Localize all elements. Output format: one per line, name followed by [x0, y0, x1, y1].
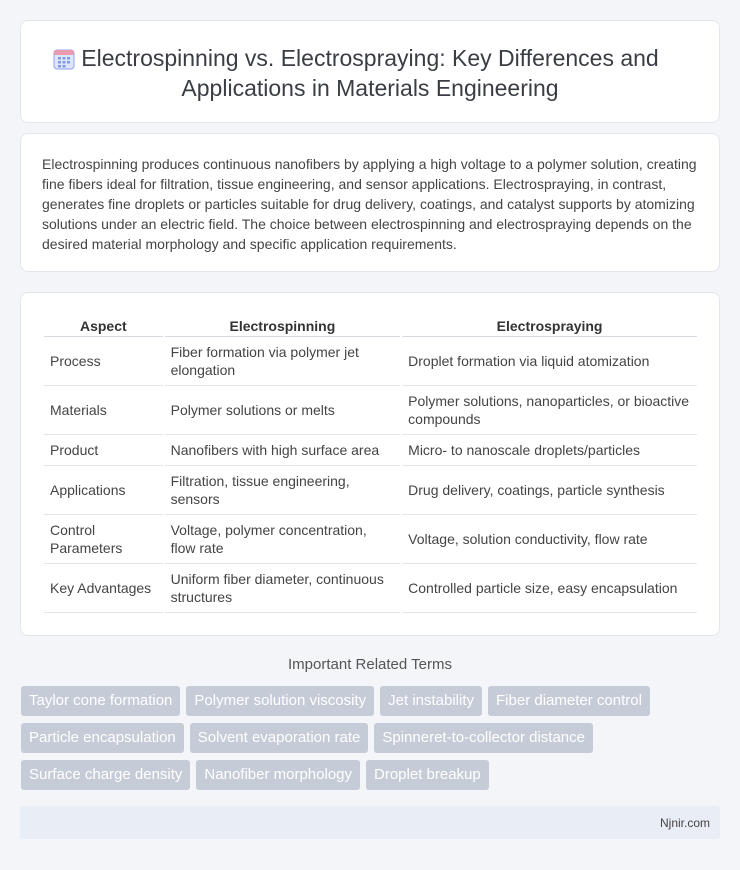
table-header-row: [44, 315, 697, 337]
page-title: [21, 43, 719, 103]
related-term-tag[interactable]: Taylor cone formation: [21, 686, 180, 716]
related-terms-list: [21, 686, 721, 797]
summary-card: [20, 133, 720, 272]
table-cell-electrospinning: Fiber formation via polymer jet elongation: [165, 337, 401, 386]
summary-paragraph: Electrospinning produces continuous nanofibers by applying a high voltage to a polymer solution, creating fine fibers ideal for filtration, tissue engineering, and sensor applications. Electrospraying, in contrast, generates fine droplets or particles suitable for drug delivery, coatings, and catalyst supports by atomizing solutions under an electric field. The choice between electrospinning and electrospraying depends on the desired material morphology and specific application requirements.: [42, 156, 697, 252]
related-term-tag[interactable]: Spinneret-to-collector distance: [374, 723, 593, 753]
table-cell-electrospinning: Nanofibers with high surface area: [165, 435, 401, 466]
table-cell-electrospraying: Droplet formation via liquid atomization: [402, 337, 697, 386]
tag-row: [21, 686, 721, 716]
related-term-tag[interactable]: Particle encapsulation: [21, 723, 184, 753]
related-term-tag[interactable]: Polymer solution viscosity: [186, 686, 374, 716]
table-cell-electrospinning: Filtration, tissue engineering, sensors: [165, 466, 401, 515]
table-cell-aspect: Control Parameters: [44, 515, 163, 564]
table-row: [44, 564, 697, 613]
related-term-tag[interactable]: Solvent evaporation rate: [190, 723, 369, 753]
table-row: [44, 466, 697, 515]
table-cell-aspect: Key Advantages: [44, 564, 163, 613]
related-term-tag[interactable]: Nanofiber morphology: [196, 760, 360, 790]
table-cell-electrospinning: Voltage, polymer concentration, flow rate: [165, 515, 401, 564]
tag-row: [21, 760, 721, 790]
table-cell-aspect: Applications: [44, 466, 163, 515]
table-row: [44, 386, 697, 435]
table-cell-electrospraying: Voltage, solution conductivity, flow rate: [402, 515, 697, 564]
related-term-tag[interactable]: Droplet breakup: [366, 760, 489, 790]
table-cell-electrospraying: Polymer solutions, nanoparticles, or bioactive compounds: [402, 386, 697, 435]
comparison-table-card: [20, 292, 720, 636]
column-header-aspect: Aspect: [44, 315, 163, 337]
column-header-electrospinning: Electrospinning: [165, 315, 401, 337]
footer-site-link[interactable]: Njnir.com: [659, 816, 710, 830]
table-cell-aspect: Materials: [44, 386, 163, 435]
related-term-tag[interactable]: Jet instability: [380, 686, 482, 716]
related-term-tag[interactable]: Surface charge density: [21, 760, 190, 790]
related-term-tag[interactable]: Fiber diameter control: [488, 686, 650, 716]
related-terms-title: Important Related Terms: [288, 656, 452, 673]
table-cell-electrospinning: Uniform fiber diameter, continuous structures: [165, 564, 401, 613]
footer-bar: [20, 806, 720, 839]
table-cell-electrospinning: Polymer solutions or melts: [165, 386, 401, 435]
table-cell-aspect: Process: [44, 337, 163, 386]
page-title-line-1: Electrospinning vs. Electrospraying: Key Differences and: [81, 45, 659, 71]
table-cell-electrospraying: Drug delivery, coatings, particle synthesis: [402, 466, 697, 515]
table-row: [44, 337, 697, 386]
table-cell-aspect: Product: [44, 435, 163, 466]
table-cell-electrospraying: Controlled particle size, easy encapsulation: [402, 564, 697, 613]
page-title-line-2: Applications in Materials Engineering: [181, 75, 559, 101]
table-cell-electrospraying: Micro- to nanoscale droplets/particles: [402, 435, 697, 466]
column-header-electrospraying: Electrospraying: [402, 315, 697, 337]
tag-row: [21, 723, 721, 753]
table-row: [44, 515, 697, 564]
table-row: [44, 435, 697, 466]
comparison-table: [42, 315, 699, 613]
title-card: [20, 20, 720, 123]
